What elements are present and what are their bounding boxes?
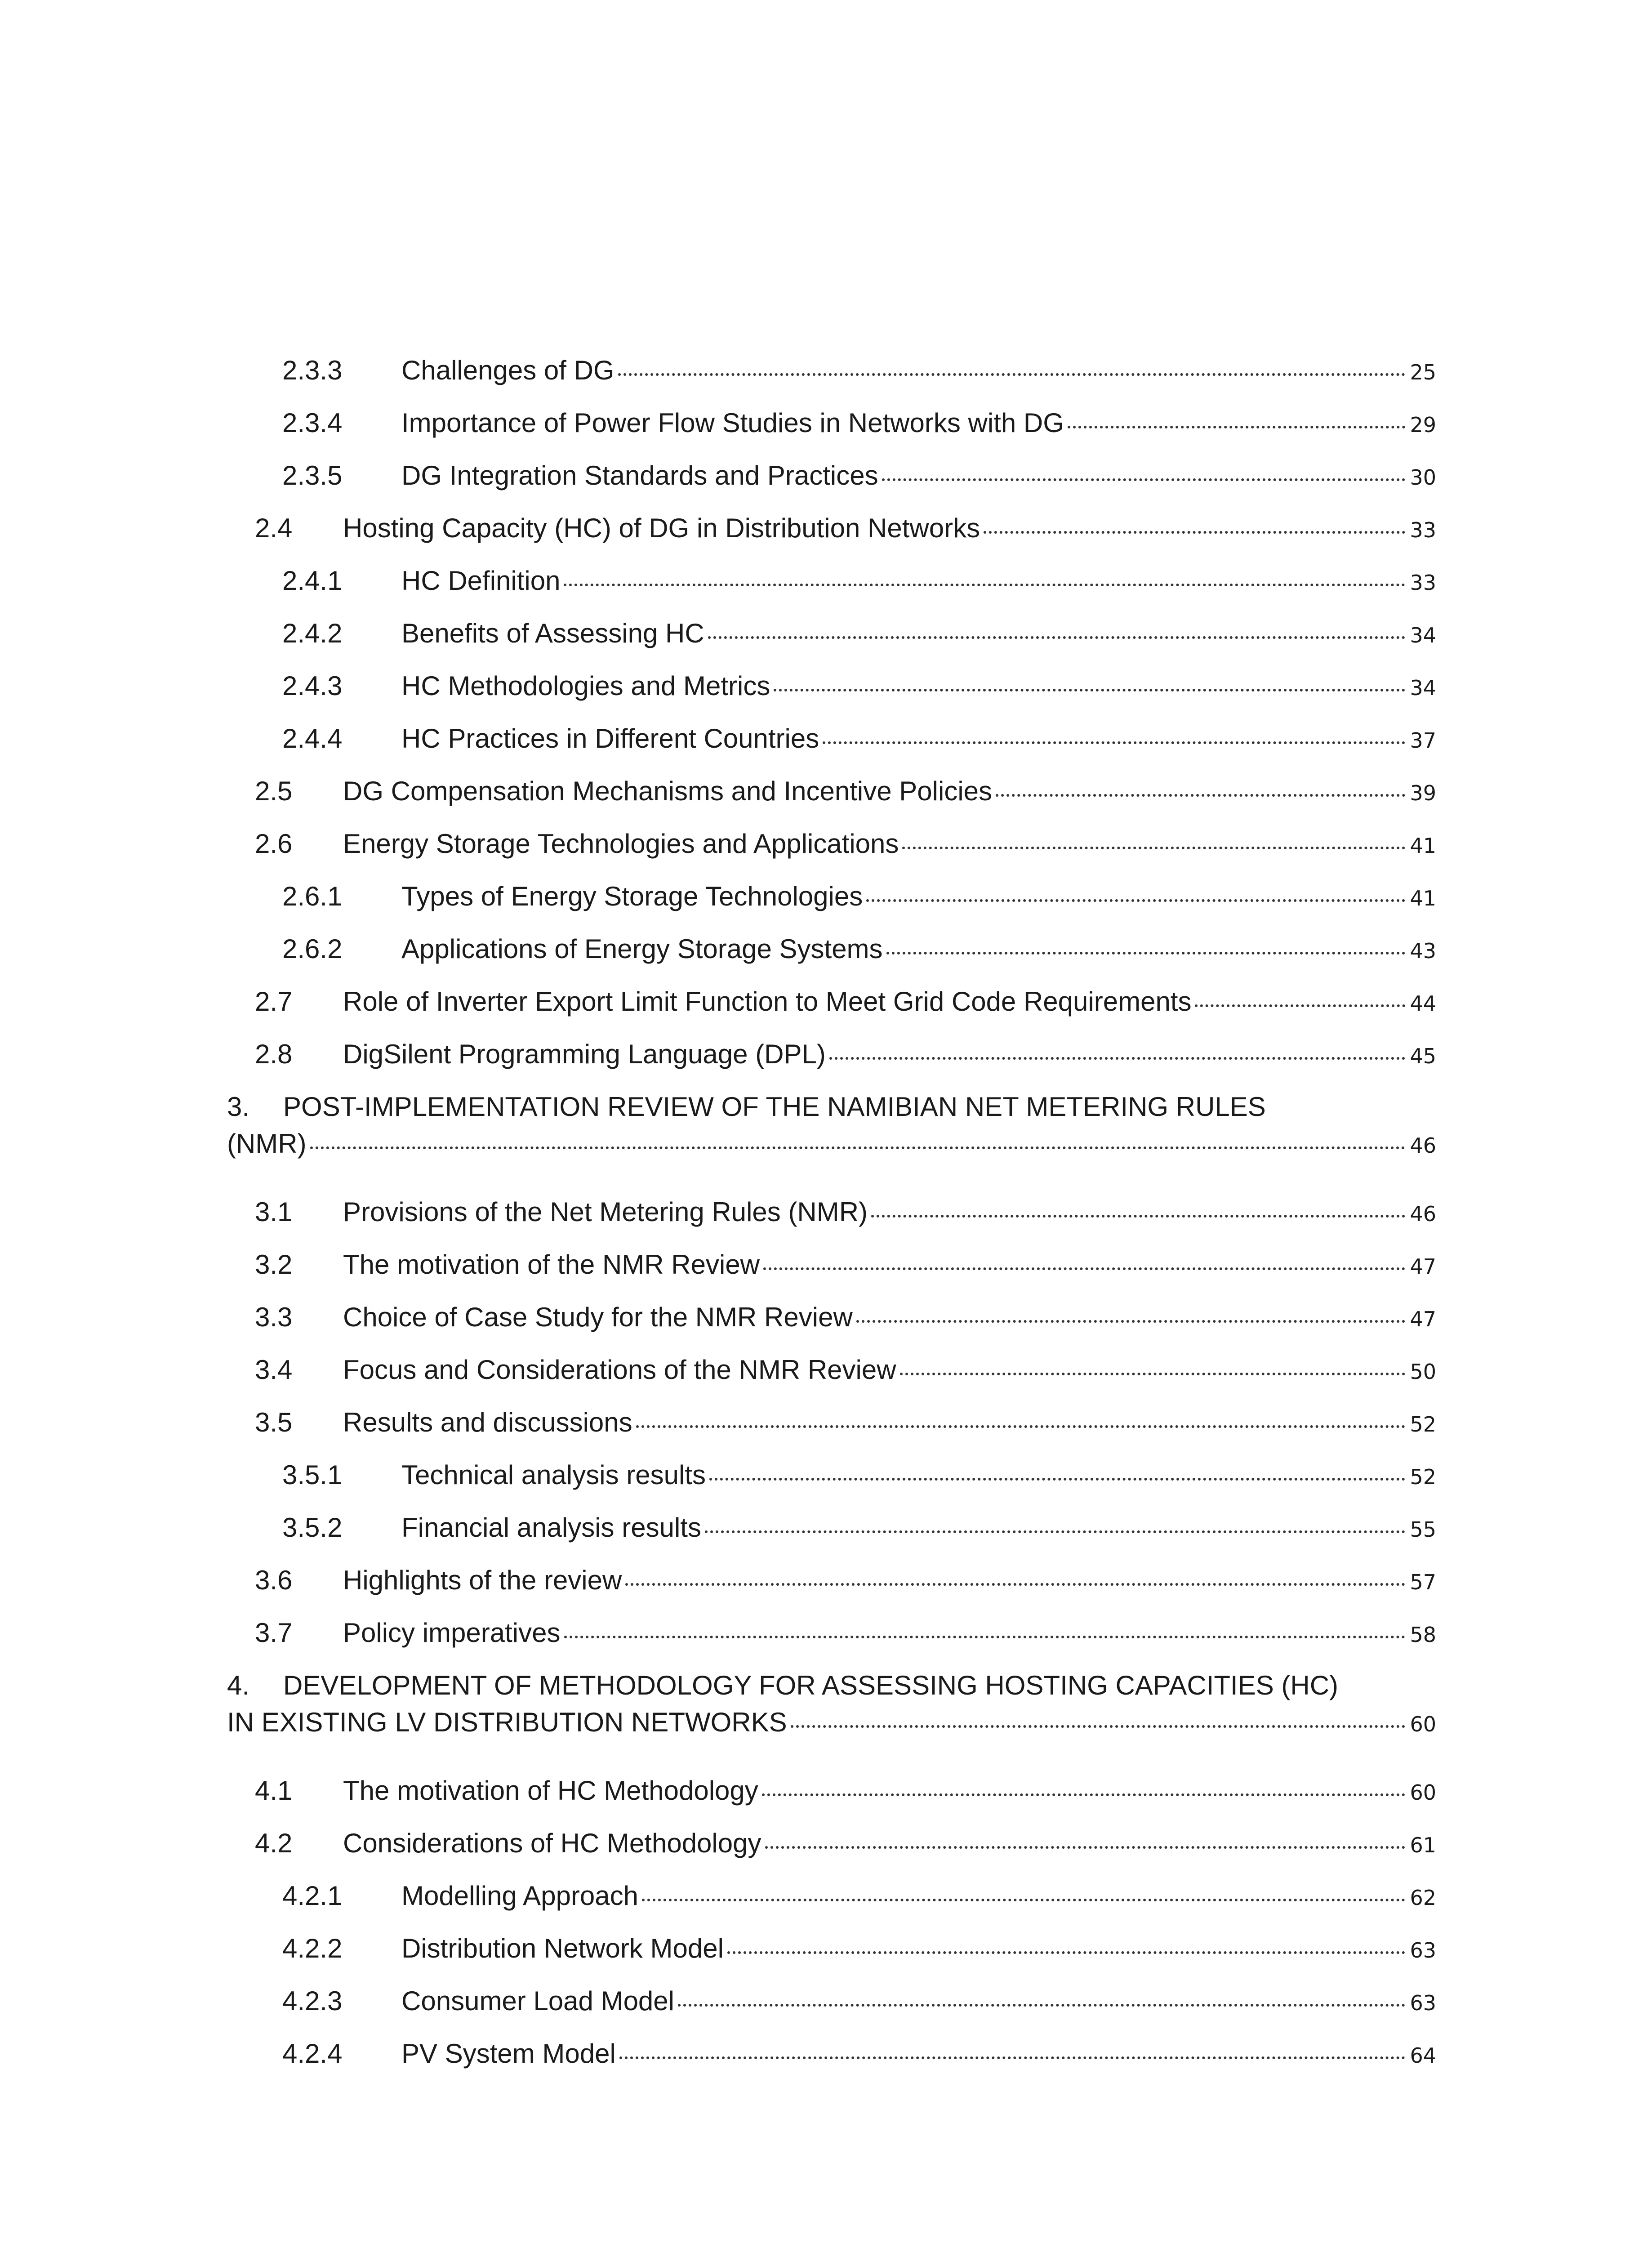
dot-leader: [625, 1583, 1405, 1586]
toc-entry[interactable]: [227, 618, 1436, 671]
toc-entry-title[interactable]: The motivation of HC Methodology: [343, 1775, 758, 1806]
dot-leader: [564, 584, 1405, 586]
toc-entry[interactable]: [227, 934, 1436, 986]
toc-entry-title[interactable]: Challenges of DG: [401, 355, 614, 385]
toc-entry-number: 3.: [227, 1092, 250, 1122]
toc-entry-number: 2.4.2: [282, 618, 343, 648]
toc-entry-number: 3.5: [255, 1407, 293, 1437]
dot-leader: [618, 373, 1406, 376]
toc-entry-page: 30: [1410, 465, 1436, 490]
toc-entry-number: 4.2.2: [282, 1933, 343, 1963]
toc-entry-page: 60: [1410, 1712, 1436, 1736]
toc-entry[interactable]: [227, 1039, 1436, 1092]
toc-entry-number: 4.2.3: [282, 1986, 343, 2016]
toc-entry-title[interactable]: Role of Inverter Export Limit Function to Meet Grid Code Requirements: [343, 986, 1192, 1017]
toc-entry[interactable]: [227, 1197, 1436, 1249]
toc-entry[interactable]: [227, 1881, 1436, 1933]
toc-entry[interactable]: [227, 671, 1436, 723]
toc-entry-page: 47: [1410, 1307, 1436, 1331]
dot-leader: [996, 794, 1405, 797]
toc-entry-page: 46: [1410, 1133, 1436, 1158]
toc-entry-page: 57: [1410, 1570, 1436, 1594]
toc-entry-page: 63: [1410, 1938, 1436, 1963]
toc-entry-page: 33: [1410, 518, 1436, 542]
toc-entry-number: 3.1: [255, 1197, 293, 1227]
dot-leader: [774, 689, 1405, 691]
toc-entry-page: 62: [1410, 1886, 1436, 1910]
toc-entry[interactable]: [227, 723, 1436, 776]
toc-entry-page: 33: [1410, 571, 1436, 595]
toc-entry[interactable]: [227, 1407, 1436, 1460]
toc-entry[interactable]: [227, 408, 1436, 460]
toc-entry-number: 2.7: [255, 986, 293, 1017]
toc-entry-page: 29: [1410, 413, 1436, 437]
toc-entry-page: 50: [1410, 1360, 1436, 1384]
toc-entry-title[interactable]: HC Practices in Different Countries: [401, 723, 819, 754]
toc-entry-number: 3.4: [255, 1355, 293, 1385]
dot-leader: [791, 1725, 1406, 1728]
toc-entry-title[interactable]: HC Methodologies and Metrics: [401, 671, 770, 701]
toc-entry-number: 2.6: [255, 829, 293, 859]
toc-entry[interactable]: [227, 2038, 1436, 2091]
toc-entry[interactable]: [227, 1302, 1436, 1355]
toc-entry-title[interactable]: Highlights of the review: [343, 1565, 622, 1595]
toc-entry-page: 25: [1410, 360, 1436, 384]
toc-entry-title[interactable]: Considerations of HC Methodology: [343, 1828, 761, 1858]
dot-leader: [823, 741, 1405, 744]
toc-entry[interactable]: [227, 1828, 1436, 1881]
toc-entry-title[interactable]: Modelling Approach: [401, 1881, 639, 1911]
toc-entry[interactable]: [227, 986, 1436, 1039]
toc-entry-title[interactable]: Financial analysis results: [401, 1512, 701, 1543]
toc-entry-page: 46: [1410, 1202, 1436, 1226]
dot-leader: [708, 636, 1406, 639]
toc-entry-title[interactable]: Hosting Capacity (HC) of DG in Distribution Networks: [343, 513, 980, 543]
toc-entry-number: 2.6.2: [282, 934, 343, 964]
dot-leader: [856, 1320, 1406, 1323]
toc-entry-number: 4.2: [255, 1828, 293, 1858]
toc-entry-number: 2.3.5: [282, 460, 343, 491]
toc-entry-page: 41: [1410, 834, 1436, 858]
toc-entry-page: 39: [1410, 781, 1436, 805]
toc-entry-title[interactable]: Results and discussions: [343, 1407, 632, 1437]
toc-chapter-entry[interactable]: [227, 1670, 1436, 1775]
toc-entry-page: 64: [1410, 2043, 1436, 2068]
dot-leader: [705, 1530, 1406, 1533]
dot-leader: [762, 1793, 1406, 1796]
toc-entry-title-continued[interactable]: IN EXISTING LV DISTRIBUTION NETWORKS: [227, 1707, 787, 1737]
toc-entry-number: 2.6.1: [282, 881, 343, 911]
toc-entry[interactable]: [227, 513, 1436, 566]
dot-leader: [882, 478, 1406, 481]
toc-chapter-entry[interactable]: [227, 1092, 1436, 1197]
dot-leader: [678, 2004, 1405, 2007]
toc-entry-page: 52: [1410, 1412, 1436, 1436]
dot-leader: [900, 1373, 1406, 1375]
toc-entry-title[interactable]: Policy imperatives: [343, 1618, 561, 1648]
toc-entry[interactable]: [227, 1775, 1436, 1828]
dot-leader: [310, 1146, 1406, 1149]
toc-entry-number: 3.3: [255, 1302, 293, 1332]
toc-entry-number: 4.2.4: [282, 2038, 343, 2069]
toc-entry[interactable]: [227, 460, 1436, 513]
toc-entry-title[interactable]: Distribution Network Model: [401, 1933, 724, 1963]
toc-entry[interactable]: [227, 1565, 1436, 1618]
toc-entry-title[interactable]: Importance of Power Flow Studies in Networks with DG: [401, 408, 1064, 438]
dot-leader: [763, 1267, 1405, 1270]
toc-entry[interactable]: [227, 1249, 1436, 1302]
dot-leader: [886, 952, 1406, 955]
toc-entry-title[interactable]: Technical analysis results: [401, 1460, 706, 1490]
dot-leader: [1195, 1004, 1405, 1007]
toc-entry-title[interactable]: Energy Storage Technologies and Applications: [343, 829, 899, 859]
dot-leader: [564, 1636, 1406, 1638]
toc-entry-title[interactable]: PV System Model: [401, 2038, 616, 2069]
toc-entry-number: 3.7: [255, 1618, 293, 1648]
toc-entry-title[interactable]: DG Integration Standards and Practices: [401, 460, 878, 491]
dot-leader: [727, 1951, 1406, 1954]
toc-entry[interactable]: [227, 1986, 1436, 2038]
toc-entry-page: 43: [1410, 939, 1436, 963]
toc-entry[interactable]: [227, 1460, 1436, 1512]
toc-entry-number: 2.3.3: [282, 355, 343, 385]
toc-entry-number: 3.2: [255, 1249, 293, 1280]
toc-entry-number: 4.1: [255, 1775, 293, 1806]
toc-entry-page: 58: [1410, 1623, 1436, 1647]
toc-entry-number: 2.4.3: [282, 671, 343, 701]
toc-entry-number: 2.8: [255, 1039, 293, 1069]
table-of-contents: [227, 355, 1436, 2091]
toc-entry-page: 34: [1410, 623, 1436, 647]
toc-entry-title[interactable]: Consumer Load Model: [401, 1986, 675, 2016]
toc-entry-page: 47: [1410, 1254, 1436, 1279]
dot-leader: [902, 847, 1405, 849]
toc-entry-number: 3.5.2: [282, 1512, 343, 1543]
toc-entry-title[interactable]: POST-IMPLEMENTATION REVIEW OF THE NAMIBIAN NET METERING RULES: [283, 1092, 1266, 1122]
toc-entry-title[interactable]: HC Definition: [401, 566, 561, 596]
toc-entry-number: 2.5: [255, 776, 293, 806]
toc-entry[interactable]: [227, 829, 1436, 881]
dot-leader: [829, 1057, 1406, 1060]
dot-leader: [1068, 426, 1406, 428]
toc-entry[interactable]: [227, 1618, 1436, 1670]
toc-entry-title-continued[interactable]: (NMR): [227, 1128, 307, 1159]
dot-leader: [765, 1846, 1406, 1849]
toc-entry[interactable]: [227, 355, 1436, 408]
toc-entry-page: 52: [1410, 1465, 1436, 1489]
toc-entry-number: 4.: [227, 1670, 250, 1700]
toc-entry-page: 55: [1410, 1517, 1436, 1542]
toc-entry-title[interactable]: DEVELOPMENT OF METHODOLOGY FOR ASSESSING HOSTING CAPACITIES (HC): [283, 1670, 1339, 1700]
toc-entry-number: 3.6: [255, 1565, 293, 1595]
toc-entry-page: 45: [1410, 1044, 1436, 1068]
toc-entry-page: 63: [1410, 1991, 1436, 2015]
toc-entry-title[interactable]: Choice of Case Study for the NMR Review: [343, 1302, 853, 1332]
toc-entry-title[interactable]: Applications of Energy Storage Systems: [401, 934, 883, 964]
toc-entry-page: 44: [1410, 991, 1436, 1016]
toc-entry-title[interactable]: Provisions of the Net Metering Rules (NMR): [343, 1197, 868, 1227]
toc-entry-title[interactable]: Types of Energy Storage Technologies: [401, 881, 863, 911]
toc-entry-title[interactable]: The motivation of the NMR Review: [343, 1249, 760, 1280]
toc-entry-page: 41: [1410, 886, 1436, 910]
toc-entry-number: 2.3.4: [282, 408, 343, 438]
toc-entry-number: 3.5.1: [282, 1460, 343, 1490]
dot-leader: [866, 899, 1405, 902]
toc-entry-page: 60: [1410, 1780, 1436, 1805]
toc-entry-title[interactable]: Focus and Considerations of the NMR Review: [343, 1355, 896, 1385]
toc-entry[interactable]: [227, 1512, 1436, 1565]
toc-entry-number: 2.4.1: [282, 566, 343, 596]
dot-leader: [709, 1478, 1405, 1481]
toc-entry[interactable]: [227, 566, 1436, 618]
dot-leader: [984, 531, 1405, 534]
dot-leader: [871, 1215, 1405, 1218]
toc-entry-page: 34: [1410, 676, 1436, 700]
toc-entry-number: 4.2.1: [282, 1881, 343, 1911]
toc-entry-title[interactable]: DG Compensation Mechanisms and Incentive Policies: [343, 776, 993, 806]
toc-entry[interactable]: [227, 1933, 1436, 1986]
dot-leader: [619, 2056, 1406, 2059]
toc-entry-number: 2.4.4: [282, 723, 343, 754]
toc-entry[interactable]: [227, 776, 1436, 829]
toc-entry[interactable]: [227, 881, 1436, 934]
toc-entry-number: 2.4: [255, 513, 293, 543]
toc-entry-title[interactable]: DigSilent Programming Language (DPL): [343, 1039, 826, 1069]
toc-entry-page: 37: [1410, 728, 1436, 753]
toc-entry-title[interactable]: Benefits of Assessing HC: [401, 618, 704, 648]
toc-entry[interactable]: [227, 1355, 1436, 1407]
toc-entry-page: 61: [1410, 1833, 1436, 1857]
dot-leader: [642, 1899, 1405, 1901]
dot-leader: [636, 1425, 1406, 1428]
